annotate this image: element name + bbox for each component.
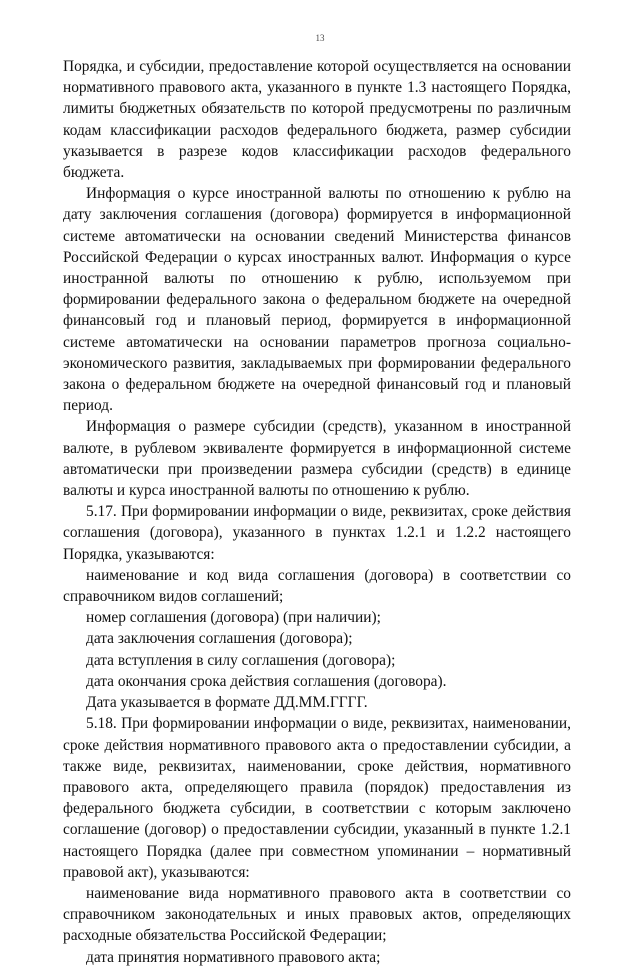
- paragraph: дата принятия нормативного правового акта;: [86, 948, 381, 966]
- paragraph: Информация о курсе иностранной валюты по отношению к рублю на дату заключения соглашения (договора) формируется в информационной системе автоматически на основании сведений Министерства финансов Российской Федерации о курсах иностранных валют. Информация о курсе иностранной валюты по отношению к рублю, используемом при формировании федерального закона о федеральном бюджете на очередной финансовый год и плановый период, формируется в информационной системе автоматически на основании параметров прогноза социально-экономического развития, закладываемых при формировании федерального закона о федеральном бюджете на очередной финансовый год и плановый период.: [63, 185, 571, 415]
- paragraph: номер соглашения (договора) (при наличии);: [86, 609, 381, 627]
- paragraph: 5.18. При формировании информации о виде, реквизитах, наименовании, сроке действия нормативного правового акта о предоставлении субсидии, а также виде, реквизитах, наименовании, сроке действия, нормативного правового акта, определяющего правила (порядок) предоставления из федерального бюджета субсидии, в соответствии с которым заключено соглашение (договор) о предоставлении субсидии, указанный в пункте 1.2.1 настоящего Порядка (далее при совместном упоминании – нормативный правовой акт), указываются:: [63, 715, 571, 881]
- paragraph: наименование вида нормативного правового акта в соответствии со справочником законодательных и иных правовых актов, определяющих расходные обязательства Российской Федерации;: [63, 884, 571, 945]
- paragraph: Информация о размере субсидии (средств), указанном в иностранной валюте, в рублевом эквиваленте формируется в информационной системе автоматически при произведении размера субсидии (средств) в единице валюты и курса иностранной валюты по отношению к рублю.: [63, 418, 571, 500]
- paragraph: 5.17. При формировании информации о виде, реквизитах, сроке действия соглашения (договора), указанного в пунктах 1.2.1 и 1.2.2 настоящего Порядка, указываются:: [63, 503, 571, 563]
- paragraph: Дата указывается в формате ДД.ММ.ГГГГ.: [86, 694, 368, 712]
- paragraph: дата вступления в силу соглашения (договора);: [86, 651, 396, 669]
- page-number: 13: [315, 33, 325, 43]
- paragraph: дата окончания срока действия соглашения (договора).: [86, 672, 447, 690]
- paragraph: Порядка, и субсидии, предоставление которой осуществляется на основании нормативного правового акта, указанного в пункте 1.3 настоящего Порядка, лимиты бюджетных обязательств по которой предусмотрены по различным кодам классификации расходов федерального бюджета, размер субсидии указывается в разрезе кодов классификации расходов федерального бюджета.: [63, 58, 571, 182]
- paragraph: наименование и код вида соглашения (договора) в соответствии со справочником видов соглашений;: [63, 566, 571, 606]
- document-body: [63, 56, 571, 968]
- paragraph: дата заключения соглашения (договора);: [86, 630, 353, 648]
